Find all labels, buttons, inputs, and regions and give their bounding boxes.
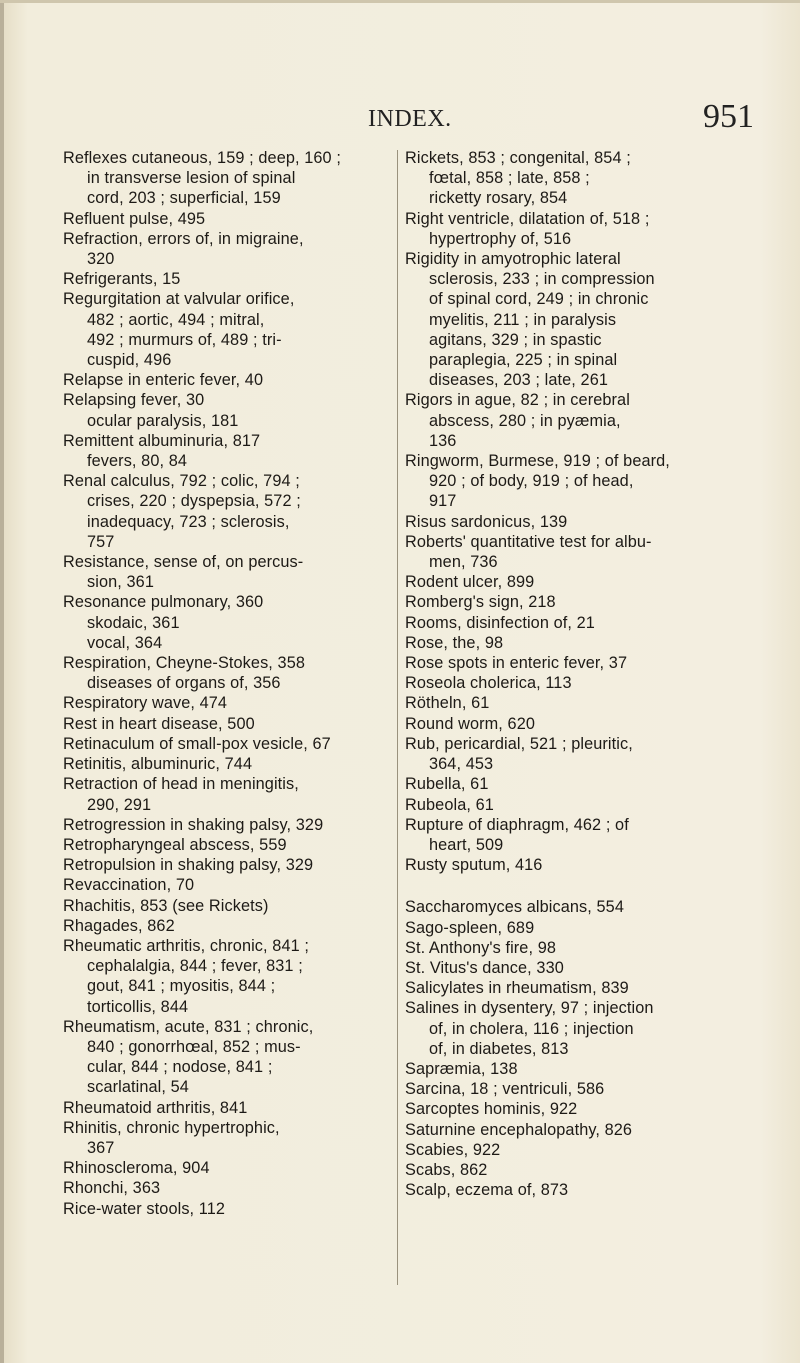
index-entry-line: Regurgitation at valvular orifice, (63, 290, 295, 309)
index-subentry-line: fœtal, 858 ; late, 858 ; (429, 169, 590, 188)
index-subentry-line: of, in diabetes, 813 (429, 1039, 569, 1058)
index-entry-line: Retinaculum of small-pox vesicle, 67 (63, 734, 331, 753)
index-entry-line: Scabs, 862 (405, 1160, 488, 1179)
index-entry-line: Rose spots in enteric fever, 37 (405, 654, 628, 673)
index-subentry-line: heart, 509 (429, 835, 504, 854)
index-subentry-line: fevers, 80, 84 (87, 452, 188, 471)
index-entry-line: Rhinitis, chronic hypertrophic, (63, 1118, 280, 1137)
index-entry-line: Revaccination, 70 (63, 876, 195, 895)
index-subentry-line: cular, 844 ; nodose, 841 ; (87, 1058, 273, 1077)
index-entry-line: Resistance, sense of, on percus- (63, 553, 304, 572)
index-entry-line: Rigors in ague, 82 ; in cerebral (405, 391, 630, 410)
index-entry-line: Salines in dysentery, 97 ; injection (405, 999, 654, 1018)
index-entry-line: Right ventricle, dilatation of, 518 ; (405, 209, 650, 228)
index-entry-line: St. Anthony's fire, 98 (405, 938, 557, 957)
index-subentry-line: gout, 841 ; myositis, 844 ; (87, 977, 276, 996)
index-subentry-line: 920 ; of body, 919 ; of head, (429, 472, 634, 491)
index-entry-line: Resonance pulmonary, 360 (63, 593, 264, 612)
index-entry-line: Risus sardonicus, 139 (405, 512, 568, 531)
index-subentry-line: in transverse lesion of spinal (87, 169, 296, 188)
index-entry-line: Rhachitis, 853 (see Rickets) (63, 896, 269, 915)
index-entry-line: Retropharyngeal abscess, 559 (63, 835, 287, 854)
index-subentry-line: paraplegia, 225 ; in spinal (429, 351, 618, 370)
index-entry-line: Rhinoscleroma, 904 (63, 1159, 210, 1178)
column-divider (397, 150, 398, 1285)
index-subentry-line: 364, 453 (429, 755, 494, 774)
index-subentry-line: 320 (87, 250, 115, 269)
index-entry-line: Relapse in enteric fever, 40 (63, 371, 264, 390)
index-entry-line: St. Vitus's dance, 330 (405, 958, 564, 977)
page-edge-top (0, 0, 800, 3)
index-subentry-line: cord, 203 ; superficial, 159 (87, 189, 281, 208)
index-entry-line: Retinitis, albuminuric, 744 (63, 755, 253, 774)
index-entry-line: Romberg's sign, 218 (405, 593, 556, 612)
index-subentry-line: of spinal cord, 249 ; in chronic (429, 290, 649, 309)
index-entry-line: Renal calculus, 792 ; colic, 794 ; (63, 472, 300, 491)
index-subentry-line: 492 ; murmurs of, 489 ; tri- (87, 330, 282, 349)
index-entry-line: Retraction of head in meningitis, (63, 775, 299, 794)
index-entry-line: Reflexes cutaneous, 159 ; deep, 160 ; (63, 149, 341, 167)
index-subentry-line: agitans, 329 ; in spastic (429, 330, 602, 349)
index-entry-line: Rigidity in amyotrophic lateral (405, 250, 621, 269)
index-subentry-line: 136 (429, 431, 457, 450)
index-subentry-line: ocular paralysis, 181 (87, 411, 239, 430)
index-subentry-line: cephalalgia, 844 ; fever, 831 ; (87, 957, 303, 976)
index-subentry-line: 367 (87, 1138, 115, 1157)
index-entry-line: Roseola cholerica, 113 (405, 674, 572, 693)
index-entry-line: Rheumatism, acute, 831 ; chronic, (63, 1017, 314, 1036)
index-entry-line: Refrigerants, 15 (63, 270, 181, 289)
index-entry-line: Rheumatic arthritis, chronic, 841 ; (63, 936, 310, 955)
index-entry-line: Retrogression in shaking palsy, 329 (63, 815, 324, 834)
index-subentry-line: diseases, 203 ; late, 261 (429, 371, 609, 390)
index-entry-line: Saturnine encephalopathy, 826 (405, 1120, 633, 1139)
index-entry-line: Roberts' quantitative test for albu- (405, 532, 652, 551)
index-column-right (405, 148, 767, 1200)
index-entry-line: Round worm, 620 (405, 714, 536, 733)
index-entry-line: Rhagades, 862 (63, 916, 175, 935)
index-entry-line: Salicylates in rheumatism, 839 (405, 979, 629, 998)
index-entry-line: Refluent pulse, 495 (63, 209, 206, 228)
index-entry-line: Respiratory wave, 474 (63, 694, 228, 713)
index-entry-line: Sarcina, 18 ; ventriculi, 586 (405, 1080, 605, 1099)
index-entry-line: Rest in heart disease, 500 (63, 714, 255, 733)
index-entry-line: Rub, pericardial, 521 ; pleuritic, (405, 734, 633, 753)
index-entry-line: Saccharomyces albicans, 554 (405, 898, 624, 917)
page-number: 951 (703, 98, 754, 135)
index-subentry-line: scarlatinal, 54 (87, 1078, 189, 1097)
index-entry-line: Sago-spleen, 689 (405, 918, 535, 937)
index-subentry-line: sion, 361 (87, 573, 154, 592)
index-entry-line: Rhonchi, 363 (63, 1179, 161, 1198)
index-subentry-line: torticollis, 844 (87, 997, 189, 1016)
index-subentry-line: abscess, 280 ; in pyæmia, (429, 411, 621, 430)
index-column-left (63, 148, 393, 1219)
index-entry-line: Rickets, 853 ; congenital, 854 ; (405, 149, 631, 167)
index-subentry-line: myelitis, 211 ; in paralysis (429, 310, 617, 329)
index-entry-line: Respiration, Cheyne-Stokes, 358 (63, 654, 306, 673)
index-subentry-line: hypertrophy of, 516 (429, 229, 572, 248)
index-subentry-line: cuspid, 496 (87, 351, 172, 370)
index-entry-line: Remittent albuminuria, 817 (63, 431, 261, 450)
index-entry-line: Scabies, 922 (405, 1140, 501, 1159)
index-subentry-line: 757 (87, 532, 115, 551)
index-entry-line: Rose, the, 98 (405, 633, 504, 652)
index-entry-line: Relapsing fever, 30 (63, 391, 205, 410)
index-entry-line: Sarcoptes hominis, 922 (405, 1100, 578, 1119)
index-subentry-line: inadequacy, 723 ; sclerosis, (87, 512, 290, 531)
index-entry-line: Retropulsion in shaking palsy, 329 (63, 856, 314, 875)
index-entry-line: Ringworm, Burmese, 919 ; of beard, (405, 452, 670, 471)
running-header (0, 98, 800, 138)
index-entry-line: Rusty sputum, 416 (405, 856, 543, 875)
index-subentry-line: sclerosis, 233 ; in compression (429, 270, 655, 289)
index-subentry-line: crises, 220 ; dyspepsia, 572 ; (87, 492, 301, 511)
index-subentry-line: 917 (429, 492, 457, 511)
index-entry-line: Refraction, errors of, in migraine, (63, 229, 304, 248)
index-subentry-line: ricketty rosary, 854 (429, 189, 568, 208)
index-subentry-line: 290, 291 (87, 795, 152, 814)
index-entry-line: Sapræmia, 138 (405, 1059, 518, 1078)
index-subentry-line: men, 736 (429, 553, 498, 572)
index-subentry-line: of, in cholera, 116 ; injection (429, 1019, 634, 1038)
index-entry-line: Rodent ulcer, 899 (405, 573, 535, 592)
index-entry-line: Rubeola, 61 (405, 795, 494, 814)
index-subentry-line: diseases of organs of, 356 (87, 674, 281, 693)
page-edge-left (0, 0, 4, 1363)
index-subentry-line: 840 ; gonorrhœal, 852 ; mus- (87, 1037, 301, 1056)
index-entry-line: Rupture of diaphragm, 462 ; of (405, 815, 629, 834)
index-entry-line: Rötheln, 61 (405, 694, 490, 713)
index-subentry-line: vocal, 364 (87, 633, 163, 652)
index-entry-line: Rubella, 61 (405, 775, 489, 794)
index-entry-line: Rooms, disinfection of, 21 (405, 613, 595, 632)
index-subentry-line: skodaic, 361 (87, 613, 180, 632)
section-gap (405, 875, 767, 897)
index-entry-line: Rice-water stools, 112 (63, 1199, 226, 1218)
index-entry-line: Rheumatoid arthritis, 841 (63, 1098, 248, 1117)
index-entry-line: Scalp, eczema of, 873 (405, 1181, 569, 1200)
index-subentry-line: 482 ; aortic, 494 ; mitral, (87, 310, 265, 329)
running-title: INDEX. (368, 106, 452, 132)
